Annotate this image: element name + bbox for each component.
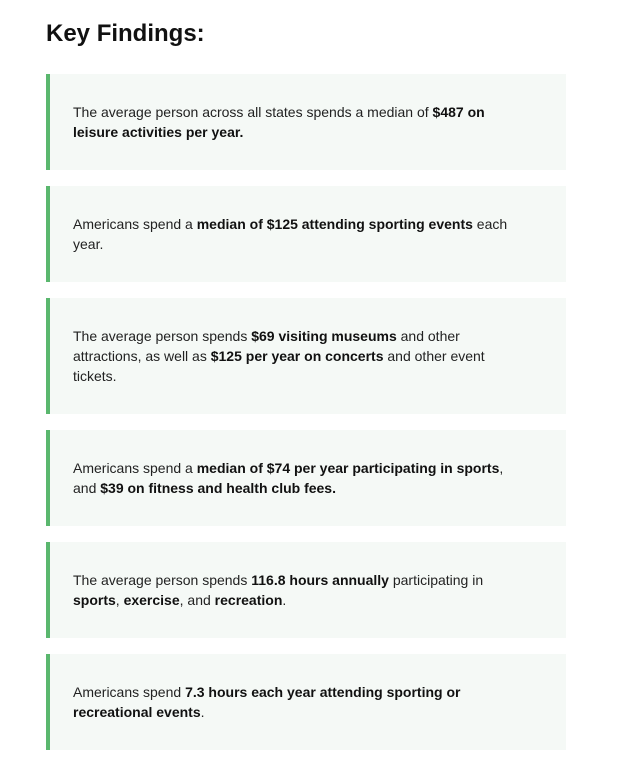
finding-highlight: $39 on fitness and health club fees.	[100, 480, 336, 496]
page-title: Key Findings:	[46, 20, 205, 47]
finding-text-segment: and other attractions, as well as	[73, 328, 460, 364]
finding-text	[73, 326, 520, 386]
finding-text-segment: , and	[179, 592, 215, 608]
finding-highlight: $487 on leisure activities per year.	[73, 104, 485, 140]
finding-text	[73, 458, 520, 498]
finding-card	[46, 430, 566, 526]
finding-highlight: $125 per year on concerts	[210, 348, 384, 364]
finding-text-segment: ,	[115, 592, 124, 608]
finding-card	[46, 654, 566, 750]
finding-card	[46, 542, 566, 638]
finding-text	[73, 102, 520, 142]
finding-text-segment: The average person spends	[73, 572, 252, 588]
finding-highlight: sports	[73, 592, 116, 608]
finding-text-segment: Americans spend a	[73, 216, 197, 232]
finding-text-segment: .	[200, 704, 205, 720]
finding-highlight: 116.8 hours annually	[251, 572, 389, 588]
finding-text-segment: Americans spend	[73, 684, 186, 700]
finding-text	[73, 214, 520, 254]
key-findings-list	[46, 74, 566, 766]
finding-highlight: $69 visiting museums	[251, 328, 397, 344]
finding-text-segment: and other event tickets.	[73, 348, 485, 384]
finding-card	[46, 298, 566, 414]
finding-text-segment: Americans spend a	[73, 460, 197, 476]
finding-text-segment: , and	[73, 460, 504, 496]
finding-card	[46, 186, 566, 282]
finding-highlight: median of $74 per year participating in sports	[196, 460, 500, 476]
finding-highlight: exercise	[123, 592, 180, 608]
finding-text-segment: .	[282, 592, 287, 608]
finding-text-segment: participating in	[388, 572, 484, 588]
finding-text-segment: The average person across all states spends a median of	[73, 104, 433, 120]
finding-text-segment: The average person spends	[73, 328, 252, 344]
finding-text-segment: each year.	[73, 216, 508, 252]
finding-highlight: 7.3 hours each year attending sporting or recreational events	[73, 684, 461, 720]
finding-text	[73, 682, 520, 722]
finding-text	[73, 570, 520, 610]
finding-card	[46, 74, 566, 170]
finding-highlight: recreation	[214, 592, 283, 608]
finding-highlight: median of $125 attending sporting events	[196, 216, 473, 232]
